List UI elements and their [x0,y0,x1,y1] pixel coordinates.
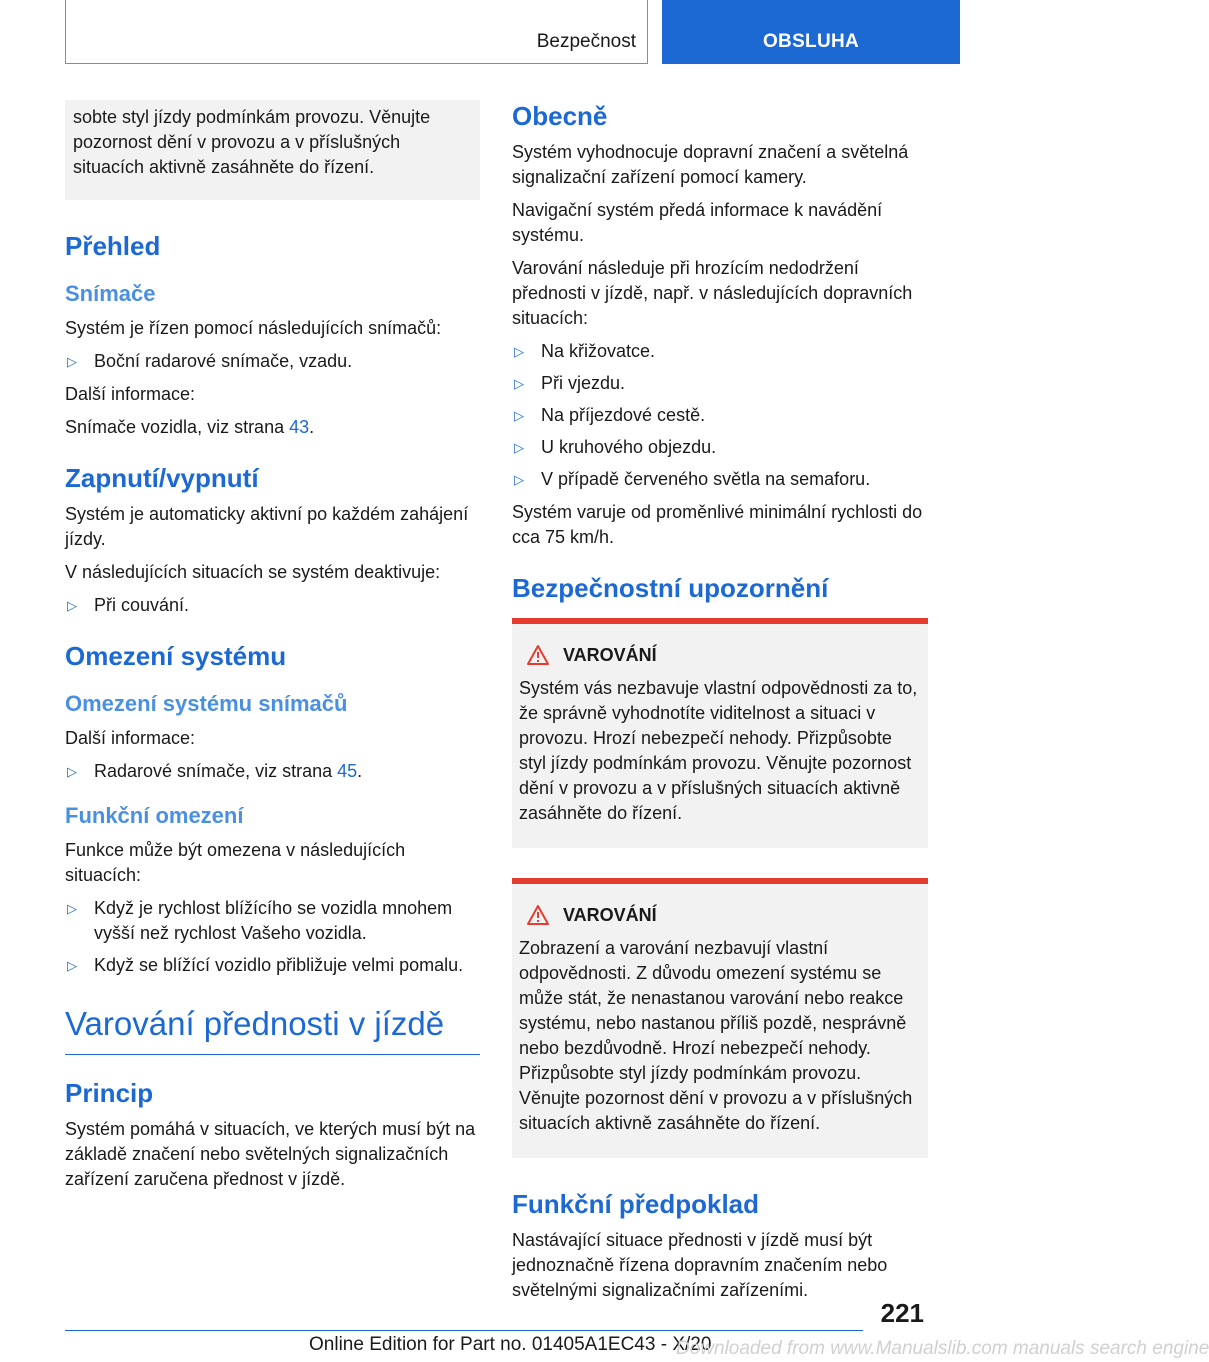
paragraph: Varování následuje při hrozícím nedodržení přednosti v jízdě, např. v následujících dopravních situacích: [512,258,913,328]
triangle-bullet-icon: ▷ [514,472,524,487]
warning-header: VAROVÁNÍ [527,902,921,928]
section-heading-predpoklad: Funkční předpoklad [512,1189,760,1219]
subheading-snimace: Snímače [65,281,156,306]
section-heading-zapnuti: Zapnutí/vypnutí [65,463,259,493]
list-item: ▷ Při vjezdu. [512,371,928,396]
section-heading-bezpecnost: Bezpečnostní upozornění [512,573,829,603]
right-column [512,100,928,1311]
list-item: ▷ Radarové snímače, viz strana 45. [65,759,480,784]
warning-header: VAROVÁNÍ [527,642,921,668]
page-link-45[interactable]: 45 [337,761,358,781]
paragraph: Další informace: [65,384,196,404]
list-item: ▷ V případě červeného světla na semaforu. [512,467,928,492]
list-item: ▷ Na křižovatce. [512,339,928,364]
triangle-bullet-icon: ▷ [67,354,77,369]
list-item: ▷ Boční radarové snímače, vzadu. [65,349,480,374]
list-item: ▷ Když se blížící vozidlo přibližuje velmi pomalu. [65,953,480,978]
paragraph: Funkce může být omezena v následujících situacích: [65,840,406,885]
paragraph: Systém varuje od proměnlivé minimální rychlosti do cca 75 km/h. [512,502,923,547]
triangle-bullet-icon: ▷ [67,598,77,613]
paragraph: Systém vyhodnocuje dopravní značení a světelná signalizační zařízení pomocí kamery. [512,142,909,187]
footer-edition: Online Edition for Part no. 01405A1EC43 - X/20 [309,1334,712,1355]
triangle-bullet-icon: ▷ [514,376,524,391]
bullet-list [512,339,928,492]
triangle-bullet-icon: ▷ [514,344,524,359]
section-heading-omezeni: Omezení systému [65,641,287,671]
paragraph: V následujících situacích se systém deaktivuje: [65,562,441,582]
paragraph: Nastávající situace přednosti v jízdě musí být jednoznačně řízena dopravním značením nebo světelnými signalizačními zařízeními. [512,1230,888,1300]
bullet-list [65,349,480,374]
paragraph: Systém je automaticky aktivní po každém zahájení jízdy. [65,504,469,549]
paragraph: Navigační systém předá informace k navádění systému. [512,200,883,245]
triangle-bullet-icon: ▷ [514,408,524,423]
warning-text: Zobrazení a varování nezbavují vlastní odpovědnosti. Z důvodu omezení systému se může stát, že nenastanou varování nebo reakce systému, nebo nastanou příliš pozdě, nesprávně nebo bezdůvodně. Hrozí nebezpečí nehody. Přizpůsobte styl jízdy podmínkám provozu. Věnujte pozornost dění v provozu a v příslušných situacích aktivně zasáhněte do řízení. [519,938,913,1133]
footer-divider [65,1330,863,1331]
header-section-title: Bezpečnost [536,31,636,52]
section-heading-prehled: Přehled [65,231,161,261]
header-chapter-tab[interactable]: OBSLUHA [662,0,960,64]
subheading-omezeni-snimacu: Omezení systému snímačů [65,691,348,716]
chapter-title: Varování přednosti v jízdě [65,1004,480,1055]
list-item: ▷ Na příjezdové cestě. [512,403,928,428]
page-link-43[interactable]: 43 [289,417,310,437]
page-number: 221 [880,1298,924,1328]
warning-box-1 [512,618,928,848]
left-column [65,100,480,1200]
paragraph: Další informace: [65,728,196,748]
bullet-list [65,759,480,784]
continued-warning-text: sobte styl jízdy podmínkám provozu. Věnujte pozornost dění v provozu a v příslušných situacích aktivně zasáhněte do řízení. [73,107,431,177]
triangle-bullet-icon: ▷ [67,901,77,916]
list-item: ▷ Když je rychlost blížícího se vozidla mnohem vyšší než rychlost Vašeho vozidla. [67,898,453,943]
section-heading-princip: Princip [65,1078,154,1108]
paragraph: Systém je řízen pomocí následujících snímačů: [65,318,442,338]
list-item: ▷ Při couvání. [65,593,480,618]
continued-warning-box [65,100,480,200]
list-item: ▷ U kruhového objezdu. [512,435,928,460]
subheading-funkcni-omezeni: Funkční omezení [65,803,244,828]
warning-text: Systém vás nezbavuje vlastní odpovědnosti za to, že správně vyhodnotíte viditelnost a situaci v provozu. Hrozí nebezpečí nehody. Přizpůsobte styl jízdy podmínkám provozu. Věnujte pozornost dění v provozu a v příslušných situacích aktivně zasáhněte do řízení. [519,678,918,823]
bullet-list [65,896,480,978]
paragraph: Systém pomáhá v situacích, ve kterých musí být na základě značení nebo světelných signalizačních zařízení zaručena přednost v jízdě. [65,1119,476,1189]
watermark: Downloaded from www.Manualslib.com manuals search engine [676,1338,1209,1359]
section-heading-obecne: Obecně [512,101,608,131]
bullet-list [65,593,480,618]
triangle-bullet-icon: ▷ [67,764,77,779]
triangle-bullet-icon: ▷ [67,958,77,973]
triangle-bullet-icon: ▷ [514,440,524,455]
cross-reference: Snímače vozidla, viz strana 43. [65,417,315,437]
warning-triangle-icon [527,645,549,665]
warning-box-2 [512,878,928,1158]
warning-triangle-icon [527,905,549,925]
